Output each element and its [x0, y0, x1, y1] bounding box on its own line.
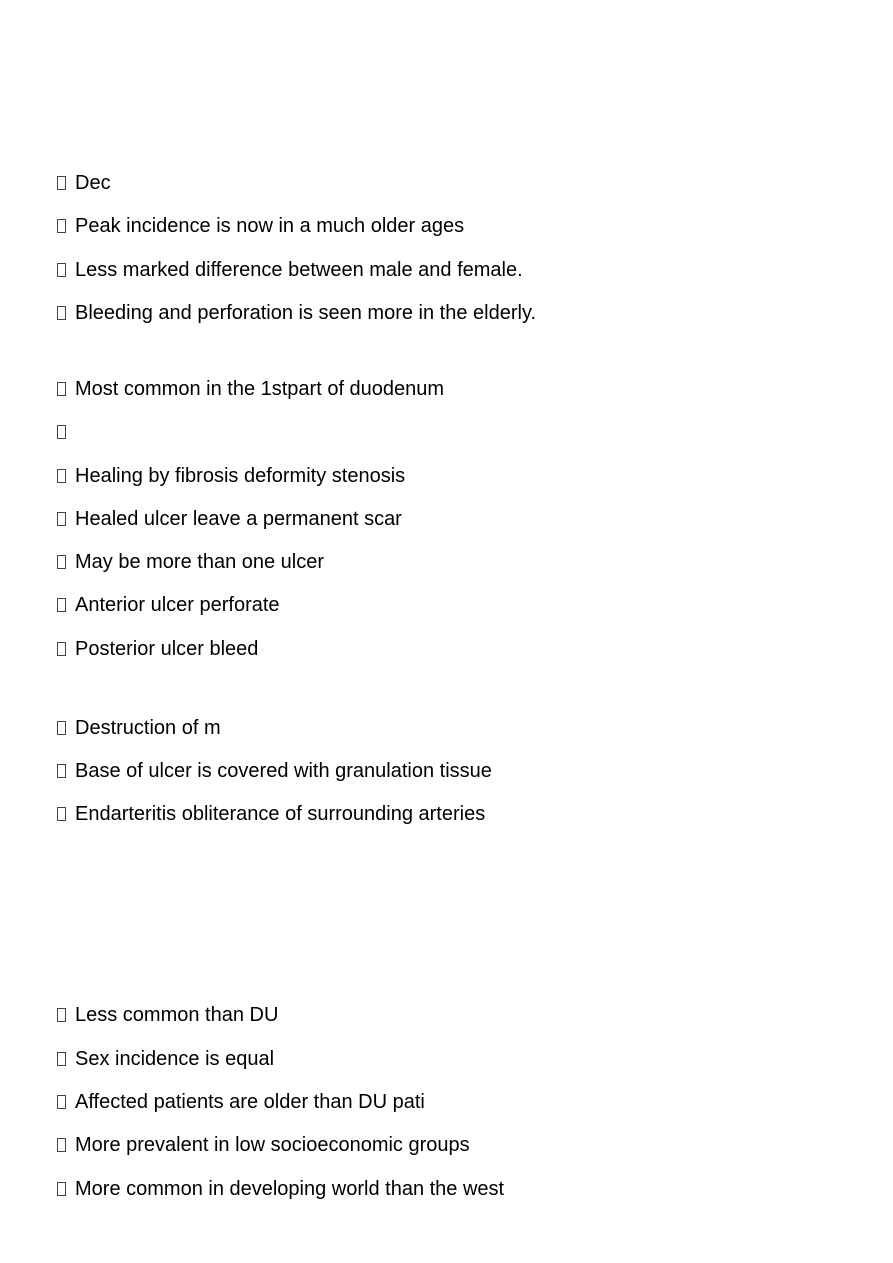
bullet-box-icon [57, 219, 66, 233]
bullet-box-icon [57, 555, 66, 569]
bullet-box-icon [57, 1138, 66, 1152]
list-item-text: Anterior ulcer perforate [75, 594, 280, 616]
bullet-box-icon [57, 642, 66, 656]
bullet-box-icon [57, 382, 66, 396]
list-item [57, 1002, 278, 1028]
list-item [57, 1046, 274, 1072]
list-item [57, 419, 75, 445]
list-item [57, 715, 221, 741]
list-item [57, 170, 111, 196]
list-item [57, 1132, 470, 1158]
bullet-box-icon [57, 721, 66, 735]
bullet-box-icon [57, 1052, 66, 1066]
list-item [57, 801, 485, 827]
bullet-box-icon [57, 764, 66, 778]
list-item-text: Sex incidence is equal [75, 1048, 275, 1070]
list-item-text: More common in developing world than the west [75, 1178, 505, 1200]
bullet-box-icon [57, 512, 66, 526]
list-item-text: Peak incidence is now in a much older ages [75, 215, 465, 237]
bullet-box-icon [57, 807, 66, 821]
list-item [57, 1176, 504, 1202]
list-item-text: Healing by fibrosis deformity stenosis [75, 465, 406, 487]
list-item-text: Bleeding and perforation is seen more in the elderly. [75, 302, 537, 324]
list-item [57, 1089, 425, 1115]
list-item [57, 758, 492, 784]
list-item-text: May be more than one ulcer [75, 551, 325, 573]
list-item-text: Healed ulcer leave a permanent scar [75, 508, 402, 530]
list-item-text: Less marked difference between male and female. [75, 259, 523, 281]
list-item-text: Base of ulcer is covered with granulation tissue [75, 760, 492, 782]
list-item [57, 549, 324, 575]
bullet-box-icon [57, 469, 66, 483]
bullet-box-icon [57, 425, 66, 439]
list-item [57, 463, 405, 489]
list-item-text: Posterior ulcer bleed [75, 638, 259, 660]
bullet-box-icon [57, 306, 66, 320]
list-item [57, 506, 402, 532]
bullet-box-icon [57, 1182, 66, 1196]
list-item-text: Endarteritis obliterance of surrounding arteries [75, 803, 486, 825]
list-item [57, 257, 523, 283]
list-item [57, 300, 536, 326]
list-item [57, 592, 280, 618]
list-item-text: Less common than DU [75, 1004, 279, 1026]
list-item-text: Most common in the 1stpart of duodenum [75, 378, 445, 400]
bullet-box-icon [57, 176, 66, 190]
list-item [57, 636, 258, 662]
bullet-box-icon [57, 1008, 66, 1022]
list-item-text: Dec [75, 172, 111, 194]
list-item-text: Affected patients are older than DU pati [75, 1091, 425, 1113]
list-item-text: More prevalent in low socioeconomic groups [75, 1134, 470, 1156]
bullet-box-icon [57, 1095, 66, 1109]
bullet-box-icon [57, 598, 66, 612]
list-item [57, 213, 464, 239]
list-item [57, 376, 444, 402]
bullet-box-icon [57, 263, 66, 277]
list-item-text: Destruction of m [75, 717, 221, 739]
